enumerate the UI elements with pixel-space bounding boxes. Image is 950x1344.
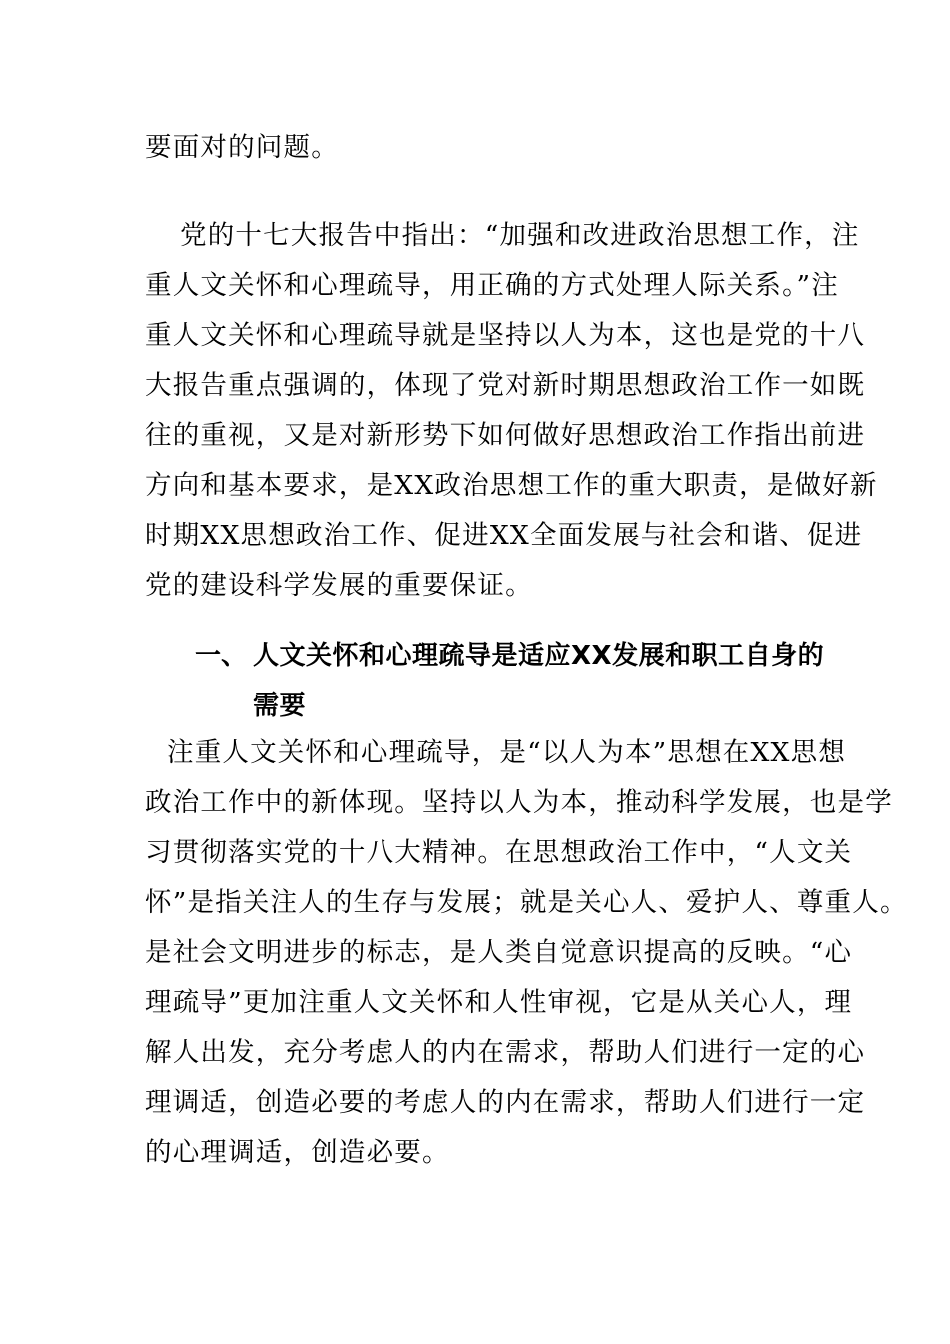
paragraph-line: 大报告重点强调的，体现了党对新时期思想政治工作一如既	[145, 370, 866, 401]
paragraph-line: 往的重视，又是对新形势下如何做好思想政治工作指出前进	[145, 420, 866, 451]
section-title-line: 人文关怀和心理疏导是适应XX发展和职工自身的	[253, 641, 825, 671]
paragraph-line: 是社会文明进步的标志，是人类自觉意识提高的反映。“心	[145, 937, 853, 968]
paragraph-line: 理调适，创造必要的考虑人的内在需求，帮助人们进行一定	[145, 1087, 866, 1118]
paragraph-line: 党的建设科学发展的重要保证。	[145, 570, 533, 601]
paragraph-line: 理疏导”更加注重人文关怀和人性审视，它是从关心人，理	[145, 987, 853, 1018]
paragraph-line: 怀”是指关注人的生存与发展；就是关心人、爱护人、尊重人。	[145, 887, 908, 918]
paragraph-line: 的心理调适，创造必要。	[145, 1137, 450, 1168]
section-title-line: 需要	[253, 691, 307, 721]
paragraph-line: 重人文关怀和心理疏导，用正确的方式处理人际关系。”注	[145, 270, 839, 301]
section-number: 一、	[195, 641, 248, 671]
paragraph-line: 政治工作中的新体现。坚持以人为本，推动科学发展，也是学	[145, 787, 893, 818]
paragraph-line: 方向和基本要求，是XX政治思想工作的重大职责，是做好新	[145, 470, 878, 501]
paragraph-line: 重人文关怀和心理疏导就是坚持以人为本，这也是党的十八	[145, 320, 866, 351]
paragraph-line: 解人出发，充分考虑人的内在需求，帮助人们进行一定的心	[145, 1037, 866, 1068]
paragraph-line: 注重人文关怀和心理疏导，是“以人为本”思想在XX思想	[167, 737, 847, 768]
continuation-line: 要面对的问题。	[145, 132, 339, 163]
paragraph-line: 时期XX思想政治工作、促进XX全面发展与社会和谐、促进	[145, 520, 863, 551]
paragraph-line: 党的十七大报告中指出：“加强和改进政治思想工作，注	[180, 220, 860, 251]
paragraph-line: 习贯彻落实党的十八大精神。在思想政治工作中，“人文关	[145, 837, 853, 868]
